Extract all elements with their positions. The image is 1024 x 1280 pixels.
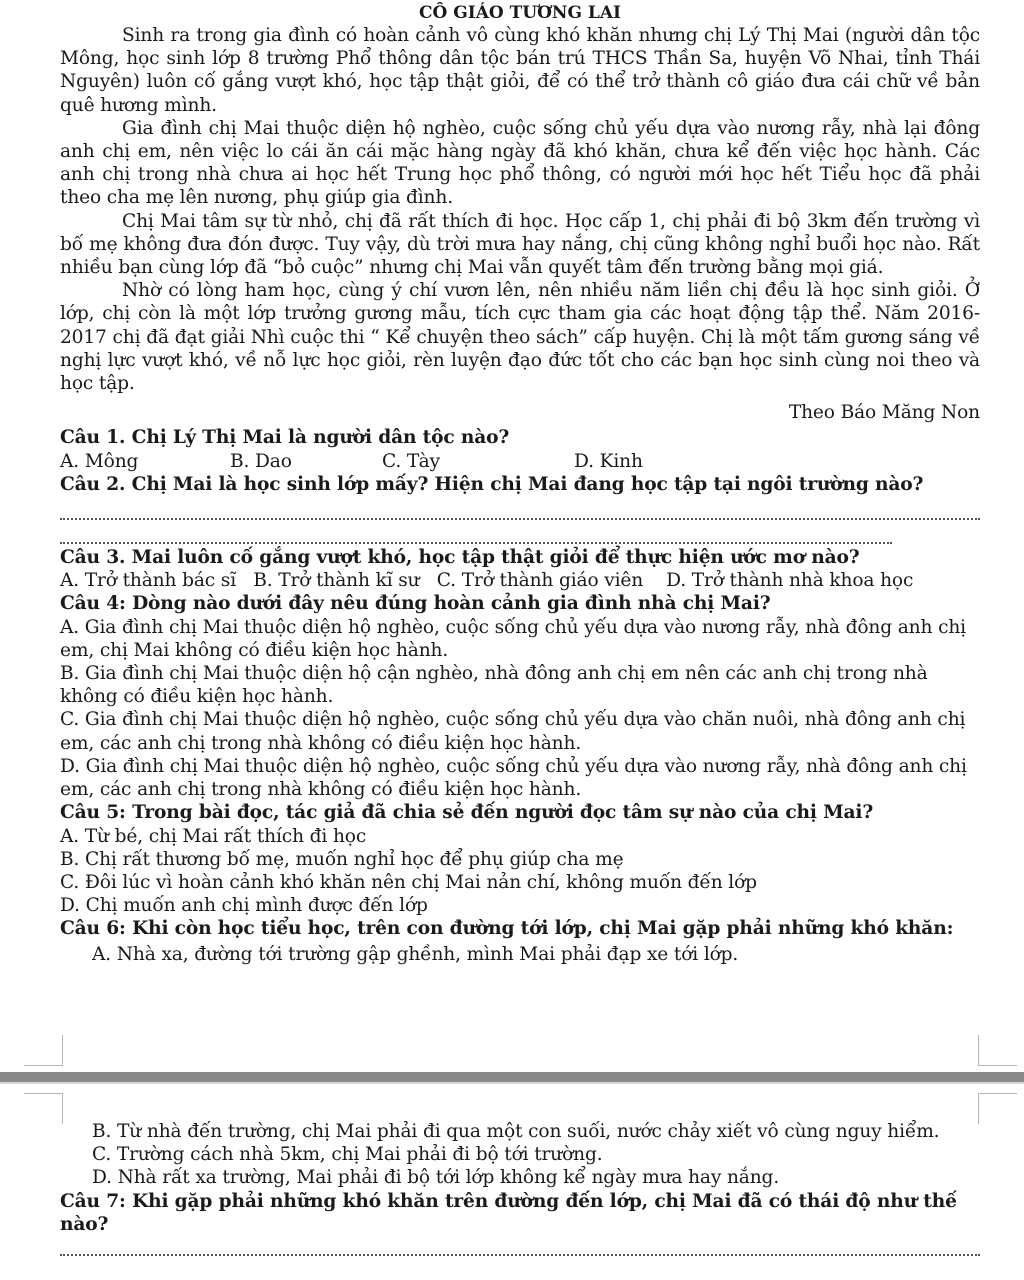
q4-option-a[interactable]: A. Gia đình chị Mai thuộc diện hộ nghèo, cuộc sống chủ yếu dựa vào nương rẫy, nhà đông anh chị em, chị Mai không có điều kiện học hành. [60,616,966,661]
q6-option-c[interactable]: C. Trường cách nhà 5km, chị Mai phải đi bộ tới trường. [92,1144,603,1166]
answer-line-3[interactable] [60,1236,980,1256]
q5-option-c[interactable]: C. Đôi lúc vì hoàn cảnh khó khăn nên chị Mai nản chí, không muốn đến lớp [60,871,757,893]
page-corner-mark [978,1035,1017,1066]
paragraph-2: Gia đình chị Mai thuộc diện hộ nghèo, cuộc sống chủ yếu dựa vào nương rẫy, nhà lại đông anh chị em, nên việc lo cái ăn cái mặc hàng ngày đã khó khăn, chưa kể đến việc học hành. Các anh chị trong nhà chưa ai học hết Trung học phổ thông, có người mới học hết Tiểu học đã phải theo cha mẹ lên nương, phụ giúp gia đình. [60,117,980,209]
page-break-bar [0,1072,1024,1082]
paragraph-1: Sinh ra trong gia đình có hoàn cảnh vô cùng khó khăn nhưng chị Lý Thị Mai (người dân tộc Mông, học sinh lớp 8 trường Phổ thông dân tộc bán trú THCS Thần Sa, huyện Võ Nhai, tỉnh Thái Nguyên) luôn cố gắng vượt khó, học tập thật giỏi, để có thể trở thành cô giáo đưa cái chữ về bản quê hương mình. [60,25,980,116]
question-5: Câu 5: Trong bài đọc, tác giả đã chia sẻ đến người đọc tâm sự nào của chị Mai? [60,802,874,824]
question-3-options[interactable]: A. Trở thành bác sĩ B. Trở thành kĩ sư C. Trở thành giáo viên D. Trở thành nhà khoa học [60,570,914,592]
q5-option-a[interactable]: A. Từ bé, chị Mai rất thích đi học [60,825,367,847]
paragraph-3: Chị Mai tâm sự từ nhỏ, chị đã rất thích đi học. Học cấp 1, chị phải đi bộ 3km đến trường vì bố mẹ không đưa đón được. Tuy vậy, dù trời mưa hay nắng, chị cũng không nghỉ buổi học nào. Rất nhiều bạn cùng lớp đã “bỏ cuộc” nhưng chị Mai vẫn quyết tâm đến trường bằng mọi giá. [60,210,980,279]
q4-option-d[interactable]: D. Gia đình chị Mai thuộc diện hộ nghèo, cuộc sống chủ yếu dựa vào nương rẫy, nhà đông anh chị em, các anh chị trong nhà không có điều kiện học hành. [60,755,967,801]
question-4: Câu 4: Dòng nào dưới đây nêu đúng hoàn cảnh gia đình nhà chị Mai? [60,593,771,615]
q6-option-d[interactable]: D. Nhà rất xa trường, Mai phải đi bộ tới lớp không kể ngày mưa hay nắng. [92,1167,780,1189]
question-1: Câu 1. Chị Lý Thị Mai là người dân tộc nào? [60,427,510,449]
page-corner-mark [978,1093,1017,1124]
option-a[interactable]: A. Mông [60,450,139,472]
question-2: Câu 2. Chị Mai là học sinh lớp mấy? Hiện chị Mai đang học tập tại ngôi trường nào? [60,473,924,495]
page-two [60,1120,980,1256]
source-credit: Theo Báo Măng Non [788,402,980,424]
q5-option-b[interactable]: B. Chị rất thương bố mẹ, muốn nghỉ học để phụ giúp cha mẹ [60,848,624,870]
q6-option-b[interactable]: B. Từ nhà đến trường, chị Mai phải đi qua một con suối, nước chảy xiết vô cùng nguy hiểm. [92,1121,940,1142]
page-break-shadow [0,1082,1024,1084]
question-3: Câu 3. Mai luôn cố gắng vượt khó, học tập thật giỏi để thực hiện ước mơ nào? [60,547,860,569]
option-b[interactable]: B. Dao [230,450,292,472]
paragraph-4: Nhờ có lòng ham học, cùng ý chí vươn lên, nên nhiều năm liền chị đều là học sinh giỏi. Ở lớp, chị còn là một lớp trưởng gương mẫu, tích cực tham gia các hoạt động tập thể. Năm 2016-2017 chị đã đạt giải Nhì cuộc thi “ Kể chuyện theo sách” cấp huyện. Chị là một tấm gương sáng về nghị lực vượt khó, về nỗ lực học giỏi, rèn luyện đạo đức tốt cho các bạn học sinh cùng noi theo và học tập. [60,280,980,395]
page-corner-mark [24,1093,63,1124]
q6-option-a[interactable]: A. Nhà xa, đường tới trường gập ghềnh, mình Mai phải đạp xe tới lớp. [92,943,739,965]
page-one [60,2,980,966]
page-title: CÔ GIÁO TƯƠNG LAI [419,3,621,23]
page-corner-mark [24,1035,63,1066]
answer-line-1[interactable] [60,500,980,520]
answer-line-2[interactable] [60,524,892,544]
question-6: Câu 6: Khi còn học tiểu học, trên con đường tới lớp, chị Mai gặp phải những khó khăn: [60,918,954,940]
q4-option-c[interactable]: C. Gia đình chị Mai thuộc diện hộ nghèo, cuộc sống chủ yếu dựa vào chăn nuôi, nhà đông anh chị em, các anh chị trong nhà không có điều kiện học hành. [60,709,966,754]
q5-option-d[interactable]: D. Chị muốn anh chị mình được đến lớp [60,895,428,917]
option-c[interactable]: C. Tày [382,450,440,472]
option-d[interactable]: D. Kinh [574,450,643,472]
q4-option-b[interactable]: B. Gia đình chị Mai thuộc diện hộ cận nghèo, nhà đông anh chị em nên các anh chị trong nhà không có điều kiện học hành. [60,663,928,708]
question-1-options [60,450,980,473]
question-7: Câu 7: Khi gặp phải những khó khăn trên đường đến lớp, chị Mai đã có thái độ như thế nào? [60,1190,957,1235]
